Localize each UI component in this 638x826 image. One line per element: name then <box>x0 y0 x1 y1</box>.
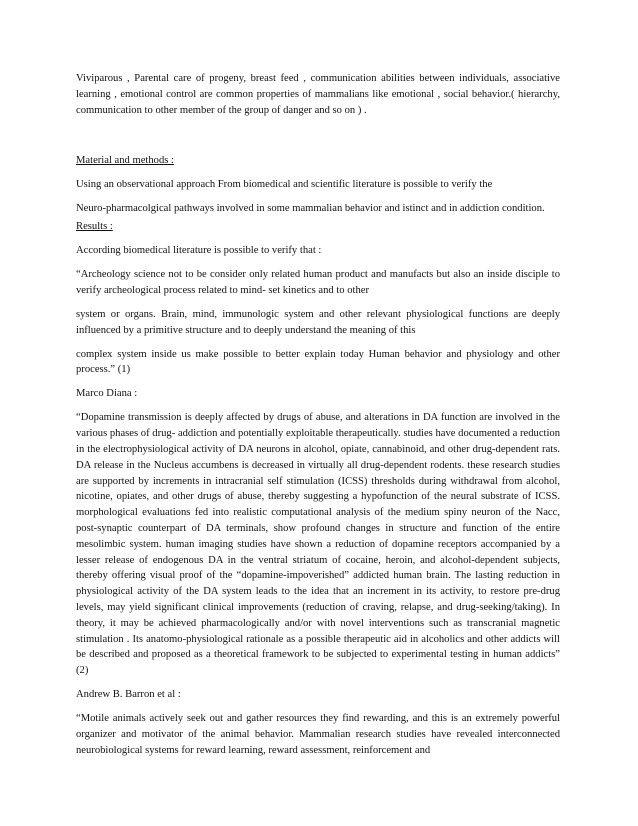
document-body <box>76 71 560 767</box>
methods-paragraph-1: Using an observational approach From biomedical and scientific literature is possible to verify the <box>76 179 493 191</box>
intro-paragraph: Viviparous , Parental care of progeny, breast feed , communication abilities between individuals, associative learning , emotional control are common properties of mammalians like emotional , social behavior.( hierarchy, communication to other member of the group of danger and so on ) . <box>76 73 560 116</box>
author-heading-andrew-barron: Andrew B. Barron et al : <box>76 689 181 701</box>
quote-paragraph-diana: “Dopamine transmission is deeply affected by drugs of abuse, and alterations in DA function are involved in the various phases of drug- addiction and potentially exploitable therapeutically. studies have documented a reduction in the electrophysiological activity of DA neurons in alcohol, opiate, cannabinoid, and other drug-dependent rats. DA release in the Nucleus accumbens is decreased in virtually all drug-dependent rodents. these research studies are supported by increments in intracranial self stimulation (ICSS) thresholds during withdrawal from alcohol, nicotine, opiates, and other drugs of abuse, thereby suggesting a hypofunction of the neural substrate of ICSS. morphological evaluations fed into realistic computational analysis of the medium spiny neuron of the Nacc, post-synaptic counterpart of DA terminals, show profound changes in structure and function of the entire mesolimbic system. human imaging studies have shown a reduction of dopamine receptors accompanied by a lesser release of endogenous DA in the ventral striatum of cocaine, heroin, and alcohol-dependent subjects, thereby offering visual proof of the “dopamine-impoverished” addicted human brain. The lasting reduction in physiological activity of the DA system leads to the idea that an increment in its activity, to restore pre-drug levels, may yield significant clinical improvements (reduction of craving, relapse, and drug-seeking/taking). In theory, it may be achieved pharmacologically and/or with novel interventions such as transcranial magnetic stimulation . Its anatomo-physiological rationale as a possible therapeutic aid in alcoholics and other addicts will be described and proposed as a theoretical framework to be subjected to experimental testing in human addicts” (2) <box>76 412 560 677</box>
author-heading-marco-diana: Marco Diana : <box>76 388 138 400</box>
results-intro-paragraph: According biomedical literature is possible to verify that : <box>76 245 322 257</box>
heading-material-and-methods: Material and methods : <box>76 155 174 167</box>
quote-paragraph-1: “Archeology science not to be consider only related human product and manufacts but also an inside disciple to verify archeological process related to mind- set kinetics and to other <box>76 269 560 296</box>
heading-results: Results : <box>76 221 113 233</box>
quote-paragraph-3: complex system inside us make possible to better explain today Human behavior and physiology and other process.” (1) <box>76 348 560 376</box>
quote-paragraph-2: system or organs. Brain, mind, immunologic system and other relevant physiological functions are deeply influenced by a primitive structure and to deeply understand the meaning of this <box>76 308 560 336</box>
quote-paragraph-barron: “Motile animals actively seek out and gather resources they find rewarding, and this is an extremely powerful organizer and motivator of the animal behavior. Mammalian research studies have revealed interconnected neurobiological systems for reward learning, reward assessment, reinforcement and <box>76 713 560 756</box>
methods-paragraph-2: Neuro-pharmacolgical pathways involved in some mammalian behavior and istinct and in addiction condition. <box>76 203 545 215</box>
